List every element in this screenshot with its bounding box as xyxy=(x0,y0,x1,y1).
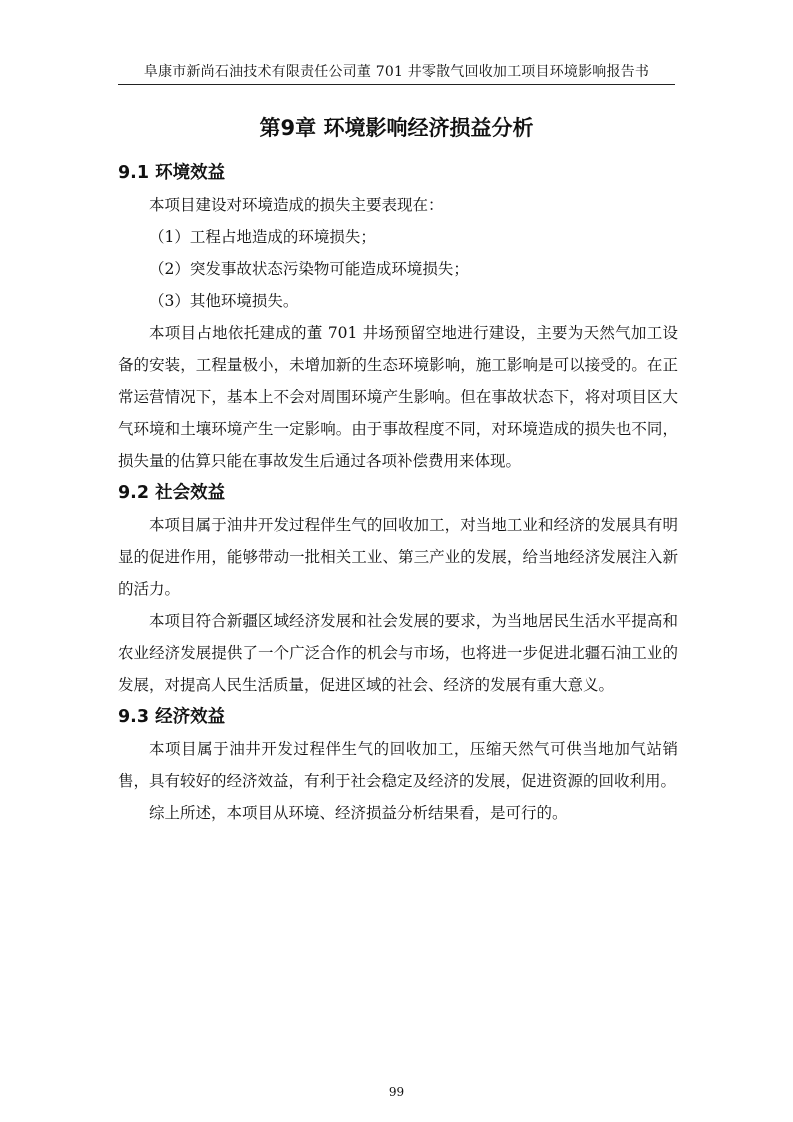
header-divider xyxy=(118,84,675,85)
paragraph: 本项目占地依托建成的董 701 井场预留空地进行建设，主要为天然气加工设备的安装，工程量极小，未增加新的生态环境影响，施工影响是可以接受的。在正常运营情况下，基本上不会对周围环境产生影响。但在事故状态下，将对项目区大气环境和土壤环境产生一定影响。由于事故程度不同，对环境造成的损失也不同，损失量的估算只能在事故发生后通过各项补偿费用来体现。 xyxy=(118,324,678,470)
chapter-title: 第9章 环境影响经济损益分析 xyxy=(259,116,534,140)
paragraph: 本项目属于油井开发过程伴生气的回收加工，对当地工业和经济的发展具有明显的促进作用，能够带动一批相关工业、第三产业的发展，给当地经济发展注入新的活力。 xyxy=(118,516,678,598)
document-body xyxy=(118,157,678,829)
paragraph: 本项目符合新疆区域经济发展和社会发展的要求，为当地居民生活水平提高和农业经济发展提供了一个广泛合作的机会与市场，也将进一步促进北疆石油工业的发展，对提高人民生活质量，促进区域的社会、经济的发展有重大意义。 xyxy=(118,612,678,694)
list-item: （2）突发事故状态污染物可能造成环境损失； xyxy=(149,260,469,278)
section-heading-9-1: 9.1 环境效益 xyxy=(118,163,226,183)
section-heading-9-3: 9.3 经济效益 xyxy=(118,707,226,727)
paragraph: 综上所述，本项目从环境、经济损益分析结果看，是可行的。 xyxy=(149,804,568,822)
page-number: 99 xyxy=(388,1085,405,1099)
paragraph: 本项目建设对环境造成的损失主要表现在： xyxy=(149,196,444,214)
section-heading-9-2: 9.2 社会效益 xyxy=(118,483,226,503)
running-header: 阜康市新尚石油技术有限责任公司董 701 井零散气回收加工项目环境影响报告书 xyxy=(143,64,650,80)
list-item: （3）其他环境损失。 xyxy=(149,292,299,310)
paragraph: 本项目属于油井开发过程伴生气的回收加工，压缩天然气可供当地加气站销售，具有较好的经济效益，有利于社会稳定及经济的发展，促进资源的回收利用。 xyxy=(118,740,678,790)
list-item: （1）工程占地造成的环境损失； xyxy=(149,228,376,246)
